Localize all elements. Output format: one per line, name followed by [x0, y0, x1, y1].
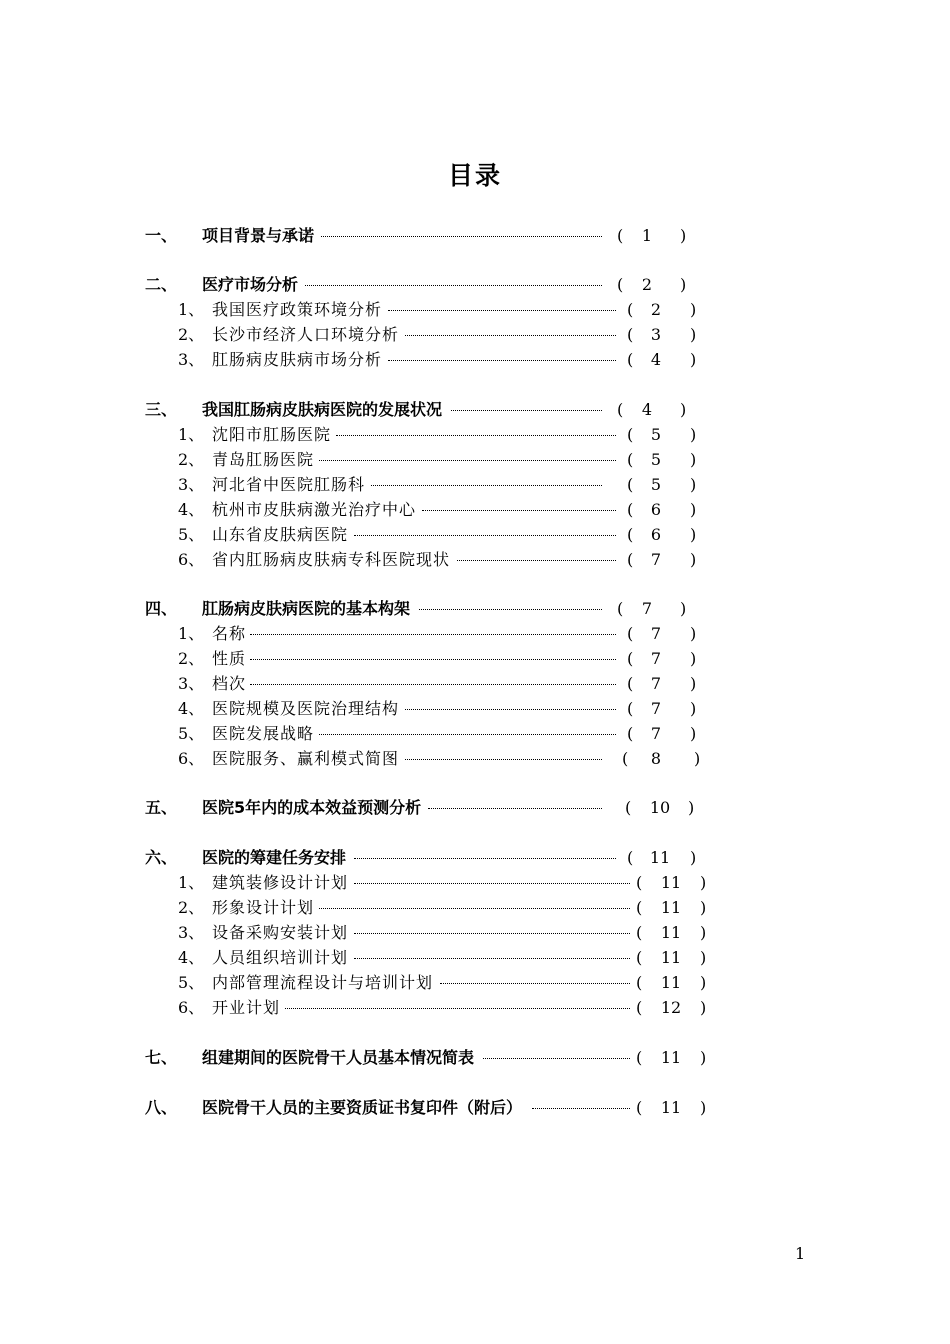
entry-page-number: 4	[641, 400, 653, 419]
entry-title: 杭州市皮肤病激光治疗中心	[212, 500, 417, 519]
entry-number: 5、	[178, 525, 205, 544]
entry-number: 4、	[178, 500, 205, 519]
page-ref-open-paren: (	[636, 948, 643, 967]
entry-number: 6、	[178, 550, 205, 569]
dot-leader	[354, 858, 616, 859]
entry-number: 六、	[145, 848, 178, 867]
toc-subsection-entry	[0, 498, 950, 522]
dot-leader	[354, 535, 616, 536]
dot-leader	[422, 510, 616, 511]
toc-title: 目录	[447, 161, 502, 190]
entry-number: 1、	[178, 300, 205, 319]
page-ref-close-paren: )	[690, 500, 697, 519]
toc-section-entry	[0, 597, 950, 621]
entry-title: 长沙市经济人口环境分析	[212, 325, 400, 344]
entry-title: 组建期间的医院骨干人员基本情况简表	[202, 1048, 475, 1067]
page-ref-open-paren: (	[627, 450, 634, 469]
page-ref-open-paren: (	[617, 275, 624, 294]
page-ref-open-paren: (	[617, 400, 624, 419]
toc-section-entry	[0, 273, 950, 297]
toc-subsection-entry	[0, 298, 950, 322]
toc-subsection-entry	[0, 523, 950, 547]
entry-title: 名称	[212, 624, 247, 643]
entry-page-number: 7	[650, 724, 662, 743]
page-ref-open-paren: (	[636, 923, 643, 942]
dot-leader	[305, 285, 602, 286]
entry-number: 1、	[178, 624, 205, 643]
page-ref-close-paren: )	[690, 300, 697, 319]
page-ref-close-paren: )	[680, 599, 687, 618]
entry-number: 2、	[178, 898, 205, 917]
entry-number: 1、	[178, 425, 205, 444]
page-ref-close-paren: )	[680, 275, 687, 294]
entry-page-number: 11	[660, 1098, 682, 1117]
page-ref-close-paren: )	[690, 425, 697, 444]
entry-page-number: 7	[641, 599, 653, 618]
page-ref-close-paren: )	[700, 948, 707, 967]
page-ref-close-paren: )	[690, 475, 697, 494]
entry-page-number: 5	[650, 475, 662, 494]
toc-subsection-entry	[0, 946, 950, 970]
entry-title: 医院5年内的成本效益预测分析	[202, 798, 422, 817]
page-ref-close-paren: )	[700, 1048, 707, 1067]
page-ref-close-paren: )	[700, 873, 707, 892]
page-ref-close-paren: )	[700, 898, 707, 917]
page-ref-open-paren: (	[636, 1048, 643, 1067]
page-ref-open-paren: (	[627, 624, 634, 643]
entry-title: 我国肛肠病皮肤病医院的发展状况	[202, 400, 443, 419]
dot-leader	[319, 734, 616, 735]
page-ref-close-paren: )	[680, 400, 687, 419]
page-ref-open-paren: (	[625, 798, 632, 817]
toc-section-entry	[0, 224, 950, 248]
entry-number: 3、	[178, 350, 205, 369]
entry-title: 青岛肛肠医院	[212, 450, 315, 469]
page-ref-close-paren: )	[688, 798, 695, 817]
page-ref-open-paren: (	[627, 500, 634, 519]
page-ref-open-paren: (	[627, 300, 634, 319]
entry-title: 肛肠病皮肤病医院的基本构架	[202, 599, 411, 618]
page-ref-close-paren: )	[690, 550, 697, 569]
page-ref-open-paren: (	[627, 699, 634, 718]
entry-number: 2、	[178, 325, 205, 344]
entry-number: 五、	[145, 798, 178, 817]
dot-leader	[428, 808, 602, 809]
entry-title: 山东省皮肤病医院	[212, 525, 349, 544]
page-ref-open-paren: (	[627, 550, 634, 569]
page-ref-close-paren: )	[700, 998, 707, 1017]
dot-leader	[483, 1058, 630, 1059]
page-ref-open-paren: (	[627, 325, 634, 344]
entry-title: 医疗市场分析	[202, 275, 299, 294]
entry-title: 医院的筹建任务安排	[202, 848, 347, 867]
page-ref-close-paren: )	[694, 749, 701, 768]
toc-subsection-entry	[0, 672, 950, 696]
dot-leader	[250, 659, 616, 660]
entry-page-number: 2	[641, 275, 653, 294]
entry-title: 河北省中医院肛肠科	[212, 475, 366, 494]
page-ref-close-paren: )	[690, 724, 697, 743]
page-ref-open-paren: (	[636, 998, 643, 1017]
page-ref-close-paren: )	[690, 450, 697, 469]
entry-page-number: 1	[641, 226, 653, 245]
dot-leader	[405, 759, 602, 760]
entry-number: 4、	[178, 699, 205, 718]
toc-section-entry	[0, 398, 950, 422]
page-number: 1	[795, 1244, 806, 1263]
page-ref-open-paren: (	[627, 475, 634, 494]
toc-subsection-entry	[0, 996, 950, 1020]
page-ref-close-paren: )	[690, 350, 697, 369]
entry-number: 5、	[178, 724, 205, 743]
entry-page-number: 11	[660, 973, 682, 992]
entry-title: 医院服务、赢利模式简图	[212, 749, 400, 768]
entry-page-number: 6	[650, 500, 662, 519]
entry-number: 一、	[145, 226, 178, 245]
entry-number: 1、	[178, 873, 205, 892]
page-ref-open-paren: (	[617, 226, 624, 245]
entry-page-number: 10	[649, 798, 671, 817]
dot-leader	[405, 335, 616, 336]
entry-title: 医院规模及医院治理结构	[212, 699, 400, 718]
entry-number: 2、	[178, 450, 205, 469]
entry-title: 内部管理流程设计与培训计划	[212, 973, 434, 992]
page-ref-open-paren: (	[636, 973, 643, 992]
entry-number: 4、	[178, 948, 205, 967]
toc-subsection-entry	[0, 622, 950, 646]
dot-leader	[354, 933, 630, 934]
dot-leader	[419, 609, 602, 610]
dot-leader	[319, 460, 616, 461]
page-ref-open-paren: (	[636, 898, 643, 917]
entry-page-number: 7	[650, 699, 662, 718]
dot-leader	[457, 560, 616, 561]
dot-leader	[440, 983, 630, 984]
page-ref-close-paren: )	[680, 226, 687, 245]
entry-page-number: 3	[650, 325, 662, 344]
entry-number: 3、	[178, 475, 205, 494]
entry-title: 人员组织培训计划	[212, 948, 349, 967]
entry-page-number: 11	[660, 873, 682, 892]
entry-number: 6、	[178, 998, 205, 1017]
entry-page-number: 11	[660, 923, 682, 942]
dot-leader	[285, 1008, 630, 1009]
entry-number: 八、	[145, 1098, 178, 1117]
page-ref-close-paren: )	[700, 1098, 707, 1117]
entry-page-number: 6	[650, 525, 662, 544]
entry-title: 性质	[212, 649, 247, 668]
toc-subsection-entry	[0, 871, 950, 895]
page-ref-open-paren: (	[636, 873, 643, 892]
toc-subsection-entry	[0, 448, 950, 472]
toc-subsection-entry	[0, 647, 950, 671]
entry-page-number: 2	[650, 300, 662, 319]
page-ref-close-paren: )	[690, 325, 697, 344]
page-ref-open-paren: (	[627, 425, 634, 444]
dot-leader	[321, 236, 602, 237]
page-ref-open-paren: (	[622, 749, 629, 768]
toc-subsection-entry	[0, 971, 950, 995]
page-ref-open-paren: (	[627, 350, 634, 369]
page-ref-open-paren: (	[636, 1098, 643, 1117]
entry-title: 设备采购安装计划	[212, 923, 349, 942]
dot-leader	[250, 634, 616, 635]
page-ref-close-paren: )	[700, 973, 707, 992]
entry-title: 肛肠病皮肤病市场分析	[212, 350, 383, 369]
page-ref-close-paren: )	[690, 699, 697, 718]
entry-title: 医院骨干人员的主要资质证书复印件（附后）	[202, 1098, 523, 1117]
entry-number: 3、	[178, 923, 205, 942]
entry-title: 建筑装修设计计划	[212, 873, 349, 892]
entry-page-number: 7	[650, 649, 662, 668]
entry-title: 我国医疗政策环境分析	[212, 300, 383, 319]
entry-number: 5、	[178, 973, 205, 992]
page-ref-open-paren: (	[627, 674, 634, 693]
entry-title: 项目背景与承诺	[202, 226, 315, 245]
entry-page-number: 4	[650, 350, 662, 369]
entry-number: 2、	[178, 649, 205, 668]
entry-page-number: 11	[660, 948, 682, 967]
toc-subsection-entry	[0, 473, 950, 497]
page-ref-open-paren: (	[627, 724, 634, 743]
dot-leader	[388, 310, 616, 311]
entry-page-number: 7	[650, 624, 662, 643]
toc-subsection-entry	[0, 896, 950, 920]
dot-leader	[371, 485, 602, 486]
toc-subsection-entry	[0, 697, 950, 721]
page-ref-close-paren: )	[690, 624, 697, 643]
dot-leader	[336, 435, 616, 436]
page-ref-close-paren: )	[700, 923, 707, 942]
entry-number: 6、	[178, 749, 205, 768]
toc-subsection-entry	[0, 348, 950, 372]
entry-title: 省内肛肠病皮肤病专科医院现状	[212, 550, 451, 569]
page-ref-close-paren: )	[690, 649, 697, 668]
dot-leader	[405, 709, 616, 710]
entry-page-number: 11	[660, 898, 682, 917]
toc-subsection-entry	[0, 323, 950, 347]
toc-subsection-entry	[0, 423, 950, 447]
toc-subsection-entry	[0, 921, 950, 945]
entry-page-number: 7	[650, 674, 662, 693]
entry-number: 二、	[145, 275, 178, 294]
entry-page-number: 12	[660, 998, 682, 1017]
dot-leader	[532, 1108, 630, 1109]
entry-title: 开业计划	[212, 998, 281, 1017]
toc-section-entry	[0, 846, 950, 870]
entry-title: 形象设计计划	[212, 898, 315, 917]
toc-section-entry	[0, 796, 950, 820]
entry-page-number: 11	[649, 848, 671, 867]
page-ref-close-paren: )	[690, 525, 697, 544]
dot-leader	[250, 684, 616, 685]
entry-page-number: 7	[650, 550, 662, 569]
dot-leader	[319, 908, 630, 909]
toc-subsection-entry	[0, 548, 950, 572]
entry-page-number: 8	[650, 749, 662, 768]
page-ref-open-paren: (	[627, 848, 634, 867]
page-ref-close-paren: )	[690, 674, 697, 693]
entry-number: 三、	[145, 400, 178, 419]
dot-leader	[354, 883, 630, 884]
page-ref-open-paren: (	[617, 599, 624, 618]
dot-leader	[388, 360, 616, 361]
entry-number: 四、	[145, 599, 178, 618]
entry-number: 七、	[145, 1048, 178, 1067]
entry-page-number: 5	[650, 450, 662, 469]
entry-title: 档次	[212, 674, 247, 693]
dot-leader	[354, 958, 630, 959]
entry-page-number: 11	[660, 1048, 682, 1067]
page-ref-open-paren: (	[627, 649, 634, 668]
entry-number: 3、	[178, 674, 205, 693]
entry-title: 医院发展战略	[212, 724, 315, 743]
toc-subsection-entry	[0, 722, 950, 746]
toc-section-entry	[0, 1096, 950, 1120]
entry-page-number: 5	[650, 425, 662, 444]
toc-subsection-entry	[0, 747, 950, 771]
page-ref-close-paren: )	[690, 848, 697, 867]
entry-title: 沈阳市肛肠医院	[212, 425, 332, 444]
toc-section-entry	[0, 1046, 950, 1070]
dot-leader	[451, 410, 602, 411]
page-ref-open-paren: (	[627, 525, 634, 544]
